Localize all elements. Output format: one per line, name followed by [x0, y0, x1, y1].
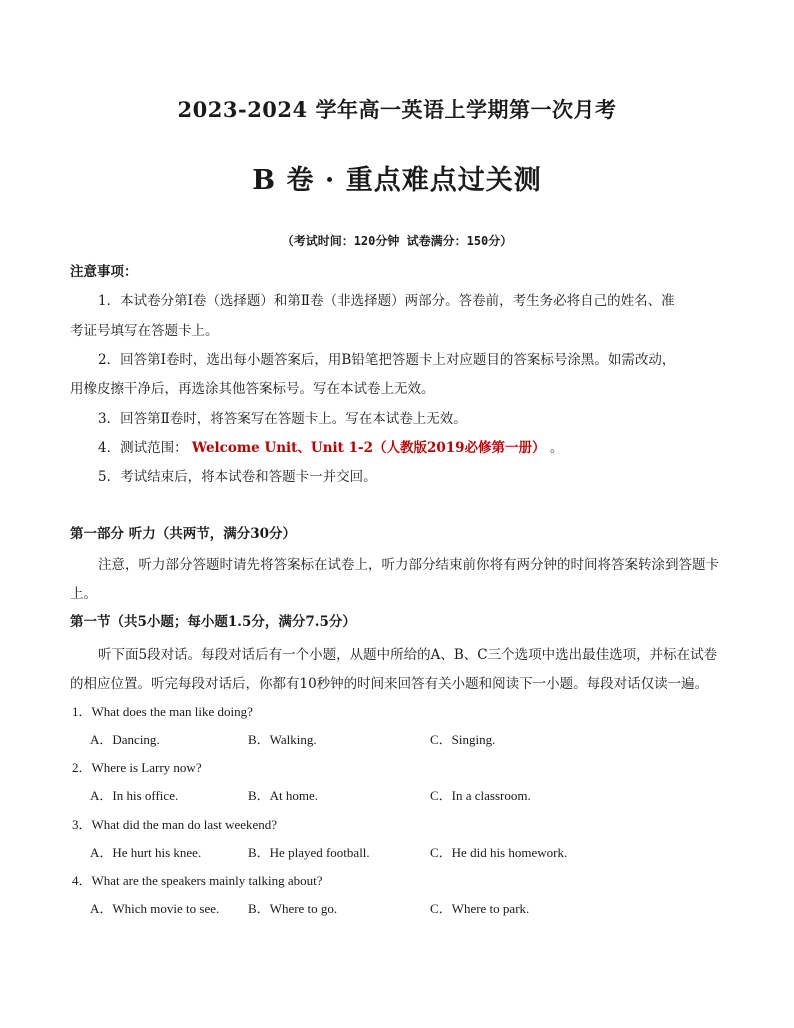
- question-1-option-a: A．Dancing.: [90, 732, 160, 747]
- note-item-3: 3．回答第Ⅱ卷时，将答案写在答题卡上。写在本试卷上无效。: [98, 411, 467, 427]
- question-3-option-a: A．He hurt his knee.: [90, 845, 202, 860]
- section1-instruction-line-1: 听下面5段对话。每段对话后有一个小题，从题中所给的A、B、C三个选项中选出最佳选项，并标在试卷: [98, 647, 718, 663]
- question-1-option-c: C．Singing.: [430, 732, 496, 747]
- question-2-option-c: C．In a classroom.: [430, 788, 531, 803]
- note-item-1-line-1: 1．本试卷分第Ⅰ卷（选择题）和第Ⅱ卷（非选择题）两部分。答卷前，考生务必将自己的姓名、准: [98, 293, 675, 309]
- test-scope: Welcome Unit、Unit 1-2（人教版2019必修第一册）: [191, 440, 546, 456]
- note-item-5: 5．考试结束后，将本试卷和答题卡一并交回。: [98, 469, 377, 485]
- paper-title: B 卷 · 重点难点过关测: [252, 165, 542, 196]
- question-3-option-b: B．He played football.: [248, 845, 370, 860]
- question-1-option-b: B．Walking.: [248, 732, 317, 747]
- note-item-4: [98, 439, 563, 457]
- note-item-1-line-2: 考证号填写在答题卡上。: [70, 323, 219, 339]
- note-item-4-prefix: 4．测试范围：: [98, 440, 188, 456]
- question-3-stem: 3．What did the man do last weekend?: [72, 817, 278, 832]
- question-3-option-c: C．He did his homework.: [430, 845, 568, 860]
- question-4-stem: 4．What are the speakers mainly talking about?: [72, 873, 323, 888]
- note-item-2-line-1: 2．回答第Ⅰ卷时，选出每小题答案后，用B铅笔把答题卡上对应题目的答案标号涂黑。如需改动，: [98, 352, 676, 368]
- note-item-4-suffix: 。: [549, 440, 564, 456]
- question-4-option-c: C．Where to park.: [430, 901, 530, 916]
- question-4-option-a: A．Which movie to see.: [90, 901, 220, 916]
- part1-note-line-1: 注意，听力部分答题时请先将答案标在试卷上，听力部分结束前你将有两分钟的时间将答案转涂到答题卡: [98, 557, 719, 573]
- question-4-option-b: B．Where to go.: [248, 901, 338, 916]
- part1-heading: 第一部分 听力（共两节，满分30分）: [70, 526, 296, 542]
- section1-heading: 第一节（共5小题；每小题1.5分，满分7.5分）: [70, 614, 356, 630]
- exam-title: 2023-2024 学年高一英语上学期第一次月考: [177, 97, 617, 122]
- note-item-2-line-2: 用橡皮擦干净后，再选涂其他答案标号。写在本试卷上无效。: [70, 381, 435, 397]
- section1-instruction-line-2: 的相应位置。听完每段对话后，你都有10秒钟的时间来回答有关小题和阅读下一小题。每段对话仅读一遍。: [70, 676, 709, 692]
- notes-heading: 注意事项：: [70, 264, 138, 280]
- question-2-stem: 2．Where is Larry now?: [72, 760, 202, 775]
- question-2-option-b: B．At home.: [248, 788, 319, 803]
- exam-info: （考试时间：120分钟 试卷满分：150分）: [281, 234, 513, 248]
- part1-note-line-2: 上。: [70, 586, 97, 602]
- question-2-option-a: A．In his office.: [90, 788, 179, 803]
- question-1-stem: 1．What does the man like doing?: [72, 704, 253, 719]
